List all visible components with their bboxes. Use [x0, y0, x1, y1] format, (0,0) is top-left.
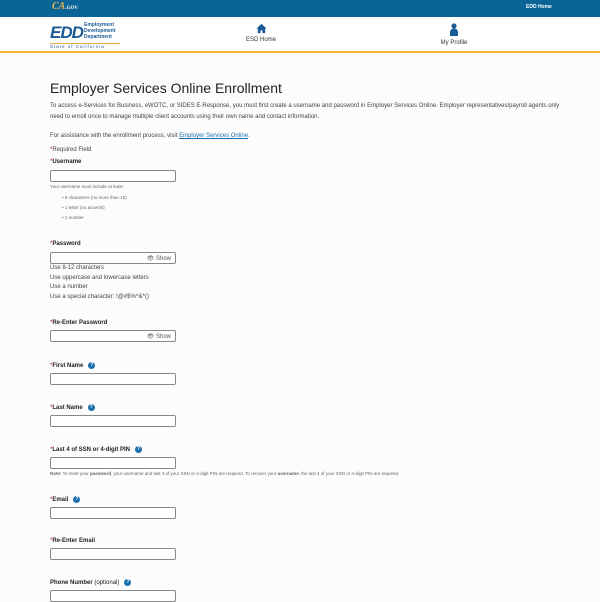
show-password-button[interactable]: 👁 Show [146, 334, 171, 340]
user-icon [449, 23, 459, 37]
password-label: *Password [50, 241, 81, 247]
top-bar [0, 0, 600, 17]
nav-label: My Profile [440, 40, 468, 46]
help-icon[interactable]: ? [90, 362, 94, 368]
phone-label: Phone Number (optional) ? [50, 579, 130, 587]
header [0, 17, 600, 53]
password-rules [50, 264, 570, 303]
reenter-email-input[interactable] [50, 548, 176, 560]
employer-services-online-link[interactable]: Employer Services Online [179, 133, 249, 139]
password-rule: Use a number [50, 284, 88, 291]
ssn-label: *Last 4 of SSN or 4-digit PIN ? [50, 446, 141, 454]
nav-esd-home[interactable] [240, 23, 282, 43]
nav-my-profile[interactable] [434, 23, 474, 46]
username-rule: • 8 characters (no more than 15) [62, 195, 127, 200]
last-name-input[interactable] [50, 415, 176, 427]
first-name-label: *First Name ? [50, 362, 94, 370]
email-label: *Email ? [50, 496, 79, 504]
ca-gov-logo[interactable]: CA.GOV [52, 1, 78, 12]
ssn-input[interactable] [50, 457, 176, 469]
home-icon [256, 23, 267, 34]
ssn-note: Note: To reset your password, your username and last 4 of your SSN or 4-digit PIN are required. To recover your username, the last 4 of your SSN or 4-digit PIN are required. [50, 471, 400, 476]
reenter-email-label: *Re-Enter Email [50, 538, 96, 544]
page-title: Employer Services Online Enrollment [50, 80, 282, 96]
assist-prefix: For assistance with the enrollment process, visit [50, 133, 180, 139]
show-password-button[interactable]: 👁 Show [146, 256, 171, 262]
reenter-password-label: *Re-Enter Password [50, 320, 108, 326]
last-name-label: *Last Name ? [50, 404, 93, 412]
username-label: *Username [50, 159, 82, 165]
password-rule: Use uppercase and lowercase letters [50, 274, 149, 281]
intro-text: To access e-Services for Business, eWOTC, or SIDES E-Response, you must first create a username and password in Employer Services Online. Employer representatives/payroll agents only need to enroll once to manage multiple client accounts using their own name and contact information. [50, 103, 560, 120]
edd-home-link[interactable]: EDD Home [526, 4, 552, 10]
password-input[interactable] [50, 252, 176, 264]
username-input[interactable] [50, 170, 176, 182]
username-rule: • 1 number [62, 215, 84, 220]
required-note-text: Required Field [52, 147, 92, 153]
help-icon[interactable]: ? [137, 446, 141, 452]
help-icon[interactable]: ? [89, 404, 93, 410]
edd-logo[interactable]: EDD Employment Development Department State of California [50, 21, 120, 49]
help-icon[interactable]: ? [126, 579, 130, 585]
help-icon[interactable]: ? [75, 496, 79, 502]
reenter-password-input[interactable] [50, 330, 176, 342]
phone-input[interactable] [50, 590, 176, 602]
assistance-text [50, 131, 570, 142]
first-name-input[interactable] [50, 373, 176, 385]
password-rule: Use 8-12 characters [50, 265, 105, 271]
password-rule: Use a special character: !@#$%^&*() [50, 294, 149, 301]
email-input[interactable] [50, 507, 176, 519]
nav-label: ESD Home [245, 37, 276, 43]
username-rules-intro: Your username must include at least: [50, 184, 124, 189]
assist-suffix: . [248, 133, 250, 139]
required-field-note: *Required Field [50, 147, 92, 153]
username-rule: • 1 letter (no accents) [62, 205, 105, 210]
